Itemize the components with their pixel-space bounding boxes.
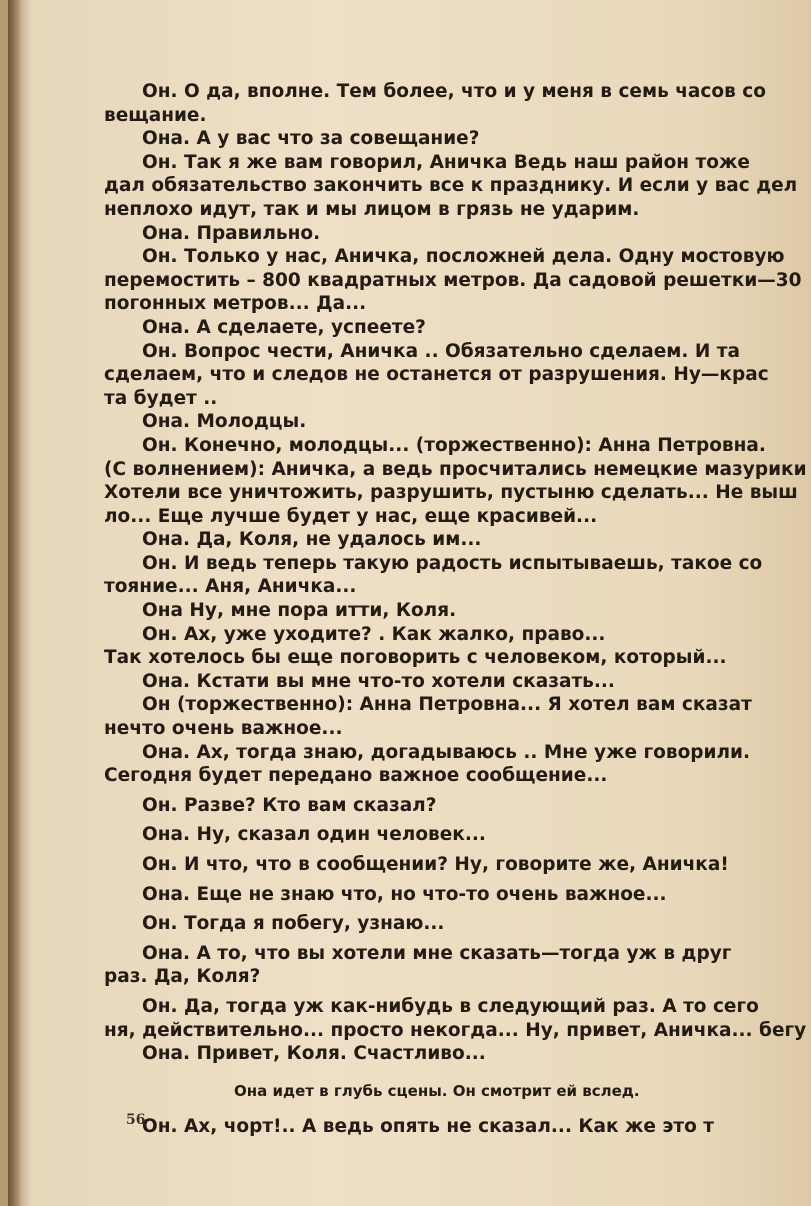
text-line: Он. Да, тогда уж как-нибудь в следующий раз. А то сего (142, 995, 759, 1017)
text-line: Сегодня будет передано важное сообщение... (104, 765, 608, 787)
text-line: Он. Вопрос чести, Аничка .. Обязательно сделаем. И та (142, 340, 740, 362)
text-line: раз. Да, Коля? (104, 966, 261, 988)
text-line: ня, действительно... просто некогда... Ну, привет, Аничка... бегу (104, 1019, 807, 1041)
text-line: Она Ну, мне пора итти, Коля. (142, 600, 457, 622)
text-line: Она. А то, что вы хотели мне сказать—тогда уж в друг (142, 942, 732, 964)
text-line: дал обязательство закончить все к празднику. И если у вас дел (104, 175, 798, 197)
text-line: Она. Ну, сказал один человек... (142, 824, 486, 846)
text-line: Он. Ах, уже уходите? . Как жалко, право... (142, 623, 606, 645)
play-text (104, 80, 811, 1139)
page-number: 56 (126, 1112, 146, 1128)
text-line: неплохо идут, так и мы лицом в грязь не ударим. (104, 198, 640, 220)
text-line: Он. Конечно, молодцы... (торжественно): Анна Петровна. (142, 434, 766, 456)
text-line: вещание. (104, 104, 207, 126)
text-line: Он. О да, вполне. Тем более, что и у меня в семь часов со (142, 81, 766, 102)
text-line: Она. А сделаете, успеете? (142, 316, 426, 338)
text-line: нечто очень важное... (104, 718, 343, 740)
text-line: (С волнением): Аничка, а ведь просчитались немецкие мазурики (104, 458, 807, 480)
text-line: погонных метров... Да... (104, 293, 367, 315)
text-line: Она. Правильно. (142, 222, 321, 244)
text-line: Он. Ах, чорт!.. А ведь опять не сказал... Как же это т (142, 1116, 714, 1138)
text-line: Она. Да, Коля, не удалось им... (142, 529, 482, 551)
text-line: Она. Молодцы. (142, 411, 307, 433)
text-line: Она. А у вас что за совещание? (142, 128, 480, 150)
text-line: Он. Только у нас, Аничка, посложней дела. Одну мостовую (142, 246, 785, 268)
book-page (8, 0, 811, 1206)
text-line: перемостить – 800 квадратных метров. Да садовой решетки—30 (104, 269, 802, 291)
text-line: Она. Еще не знаю что, но что-то очень важное... (142, 883, 667, 905)
text-line: Он. И что, что в сообщении? Ну, говорите же, Аничка! (142, 854, 729, 875)
text-line: Он. Тогда я побегу, узнаю... (142, 913, 445, 935)
text-line: ло... Еще лучше будет у нас, еще красивей... (104, 505, 598, 527)
text-line: Он. Разве? Кто вам сказал? (142, 794, 437, 816)
text-line: Она. Кстати вы мне что-то хотели сказать... (142, 670, 615, 692)
text-line: тояние... Аня, Аничка... (104, 576, 357, 598)
text-line: Он. Так я же вам говорил, Аничка Ведь наш район тоже (142, 151, 750, 173)
text-line: сделаем, что и следов не останется от разрушения. Ну—крас (104, 364, 769, 386)
text-line: Она. Ах, тогда знаю, догадываюсь .. Мне уже говорили. (142, 741, 751, 763)
text-line: Она. Привет, Коля. Счастливо... (142, 1043, 486, 1065)
text-line: Хотели все уничтожить, разрушить, пустыню сделать... Не выш (104, 482, 798, 504)
text-line: Так хотелось бы еще поговорить с человеком, который... (104, 647, 727, 669)
text-line: Он. И ведь теперь такую радость испытываешь, такое со (142, 552, 763, 574)
stage-direction: Она идет в глубь сцены. Он смотрит ей вслед. (234, 1081, 640, 1100)
text-line: Он (торжественно): Анна Петровна... Я хотел вам сказат (142, 694, 752, 716)
text-line: та будет .. (104, 387, 218, 409)
